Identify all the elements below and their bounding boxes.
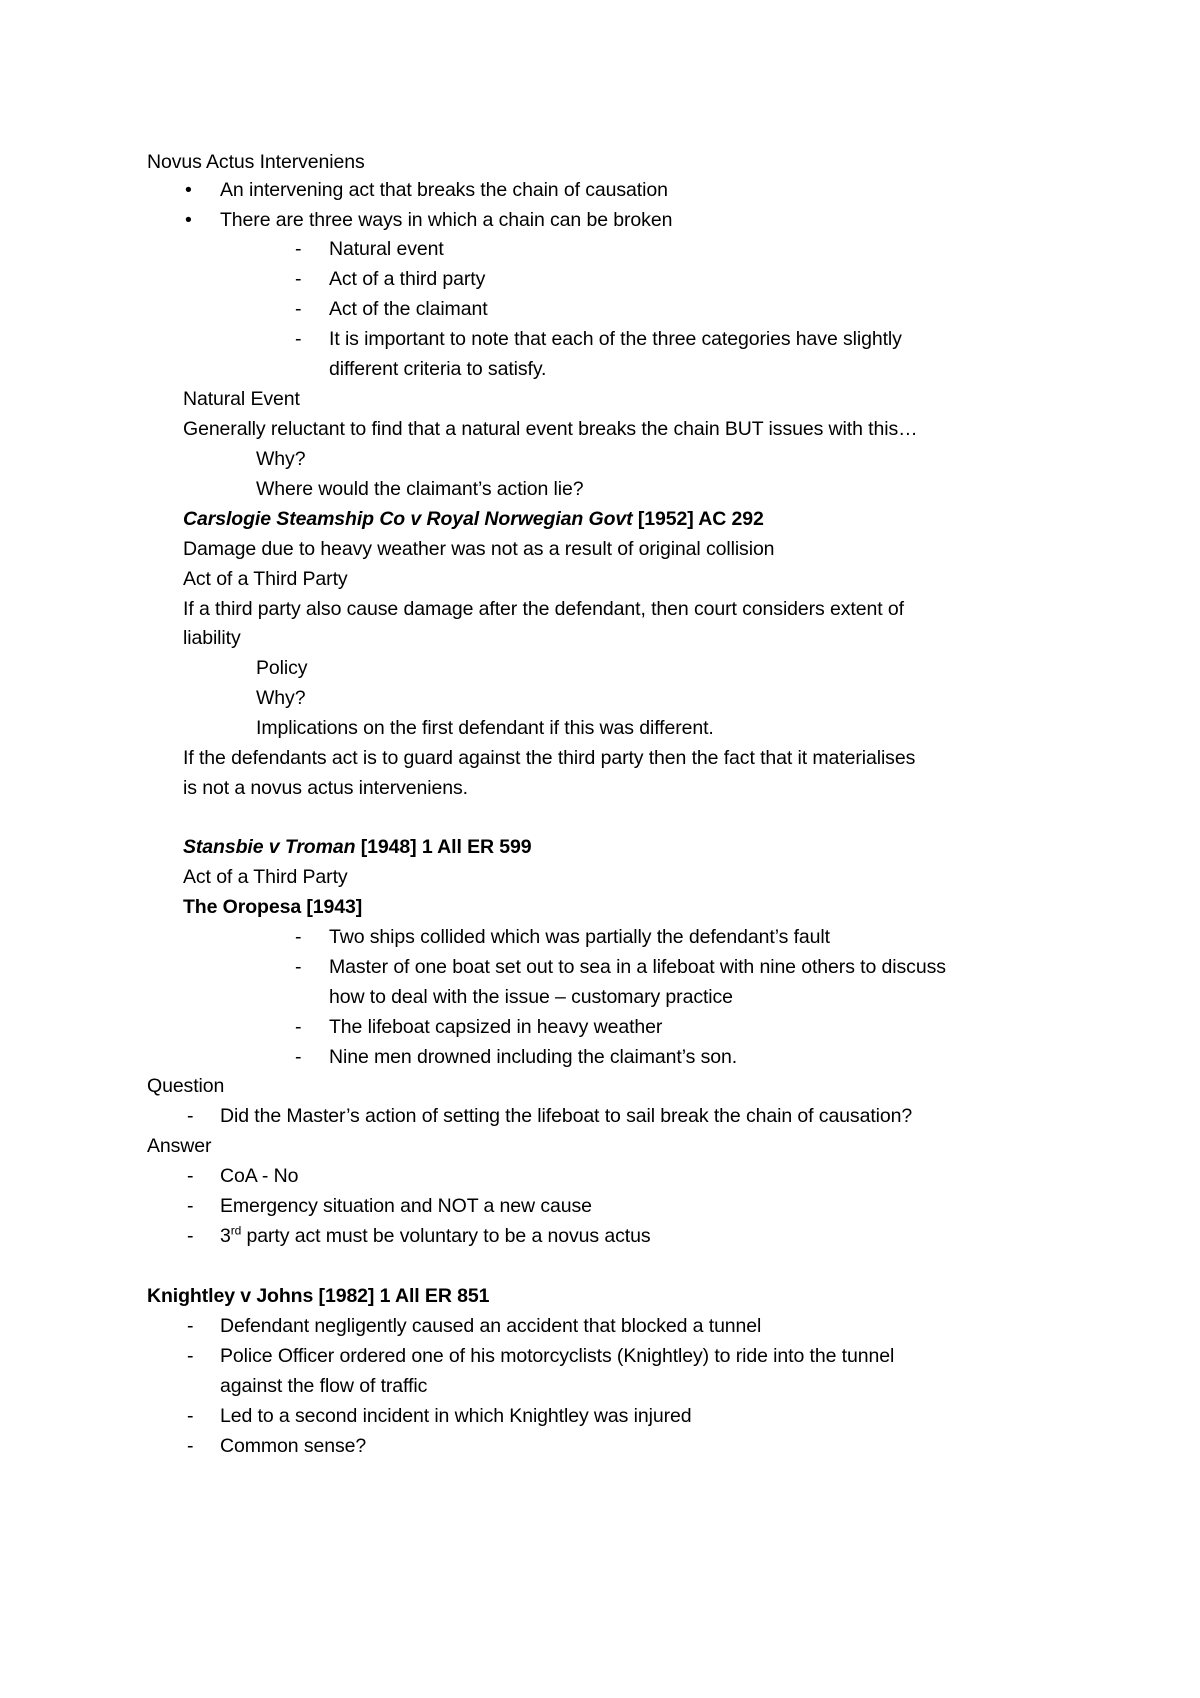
- answer-item: Emergency situation and NOT a new cause: [220, 1195, 592, 1217]
- intro-bullet: There are three ways in which a chain can be broken: [220, 209, 673, 231]
- case-knightley: Knightley v Johns [1982] 1 All ER 851: [147, 1285, 490, 1307]
- dash-marker: -: [295, 268, 302, 290]
- natural-event-question: Where would the claimant’s action lie?: [256, 478, 584, 500]
- way-item-cont: different criteria to satisfy.: [329, 358, 547, 380]
- dash-marker: -: [295, 328, 302, 350]
- third-party-text: If the defendants act is to guard against the third party then the fact that it materialises: [183, 747, 916, 769]
- answer-item: [220, 1224, 651, 1248]
- fact-item: The lifeboat capsized in heavy weather: [329, 1016, 663, 1038]
- knightley-point-cont: against the flow of traffic: [220, 1375, 428, 1397]
- dash-marker: -: [295, 238, 302, 260]
- third-party-text: If a third party also cause damage after the defendant, then court considers extent of: [183, 598, 904, 620]
- knightley-point: Police Officer ordered one of his motorcyclists (Knightley) to ride into the tunnel: [220, 1345, 895, 1367]
- dash-marker: -: [187, 1195, 194, 1217]
- ordinal-number: 3: [220, 1225, 231, 1247]
- bullet-marker: •: [185, 209, 192, 231]
- ordinal-suffix: rd: [230, 1223, 242, 1238]
- fact-item: Nine men drowned including the claimant’s son.: [329, 1046, 738, 1068]
- bullet-marker: •: [185, 179, 192, 201]
- knightley-point: Common sense?: [220, 1435, 367, 1457]
- third-party-point: Policy: [256, 657, 308, 679]
- case-citation: [1952] AC 292: [632, 508, 764, 530]
- doc-title: Novus Actus Interveniens: [147, 151, 365, 173]
- natural-event-question: Why?: [256, 448, 306, 470]
- way-item: It is important to note that each of the three categories have slightly: [329, 328, 902, 350]
- question-label: Question: [147, 1075, 225, 1097]
- third-party-point: Why?: [256, 687, 306, 709]
- third-party-heading: Act of a Third Party: [183, 568, 348, 590]
- answer-label: Answer: [147, 1135, 212, 1157]
- fact-item: Two ships collided which was partially the defendant’s fault: [329, 926, 830, 948]
- way-item: Act of the claimant: [329, 298, 488, 320]
- natural-event-heading: Natural Event: [183, 388, 300, 410]
- knightley-point: Defendant negligently caused an accident that blocked a tunnel: [220, 1315, 762, 1337]
- case-citation: [1948] 1 All ER 599: [355, 836, 532, 858]
- answer-item: CoA - No: [220, 1165, 299, 1187]
- stansbie-heading: Act of a Third Party: [183, 866, 348, 888]
- case-oropesa: The Oropesa [1943]: [183, 896, 363, 918]
- dash-marker: -: [187, 1225, 194, 1247]
- fact-item-cont: how to deal with the issue – customary practice: [329, 986, 733, 1008]
- case-name: Stansbie v Troman: [183, 836, 356, 858]
- way-item: Act of a third party: [329, 268, 486, 290]
- dash-marker: -: [295, 1016, 302, 1038]
- case-name: Carslogie Steamship Co v Royal Norwegian Govt: [183, 508, 633, 530]
- dash-marker: -: [295, 926, 302, 948]
- dash-marker: -: [187, 1435, 194, 1457]
- dash-marker: -: [187, 1105, 194, 1127]
- third-party-text: is not a novus actus interveniens.: [183, 777, 468, 799]
- question-text: Did the Master’s action of setting the lifeboat to sail break the chain of causation?: [220, 1105, 913, 1127]
- dash-marker: -: [187, 1405, 194, 1427]
- fact-item: Master of one boat set out to sea in a lifeboat with nine others to discuss: [329, 956, 946, 978]
- dash-marker: -: [187, 1315, 194, 1337]
- case-carslogie: [183, 507, 764, 531]
- natural-event-text: Generally reluctant to find that a natural event breaks the chain BUT issues with this…: [183, 418, 918, 440]
- third-party-text: liability: [183, 627, 241, 649]
- case-stansbie: [183, 835, 532, 859]
- dash-marker: -: [187, 1345, 194, 1367]
- answer-text: party act must be voluntary to be a novus actus: [241, 1225, 651, 1247]
- dash-marker: -: [187, 1165, 194, 1187]
- way-item: Natural event: [329, 238, 444, 260]
- dash-marker: -: [295, 1046, 302, 1068]
- dash-marker: -: [295, 298, 302, 320]
- knightley-point: Led to a second incident in which Knightley was injured: [220, 1405, 692, 1427]
- third-party-point: Implications on the first defendant if this was different.: [256, 717, 714, 739]
- dash-marker: -: [295, 956, 302, 978]
- case-note: Damage due to heavy weather was not as a result of original collision: [183, 538, 775, 560]
- intro-bullet: An intervening act that breaks the chain of causation: [220, 179, 668, 201]
